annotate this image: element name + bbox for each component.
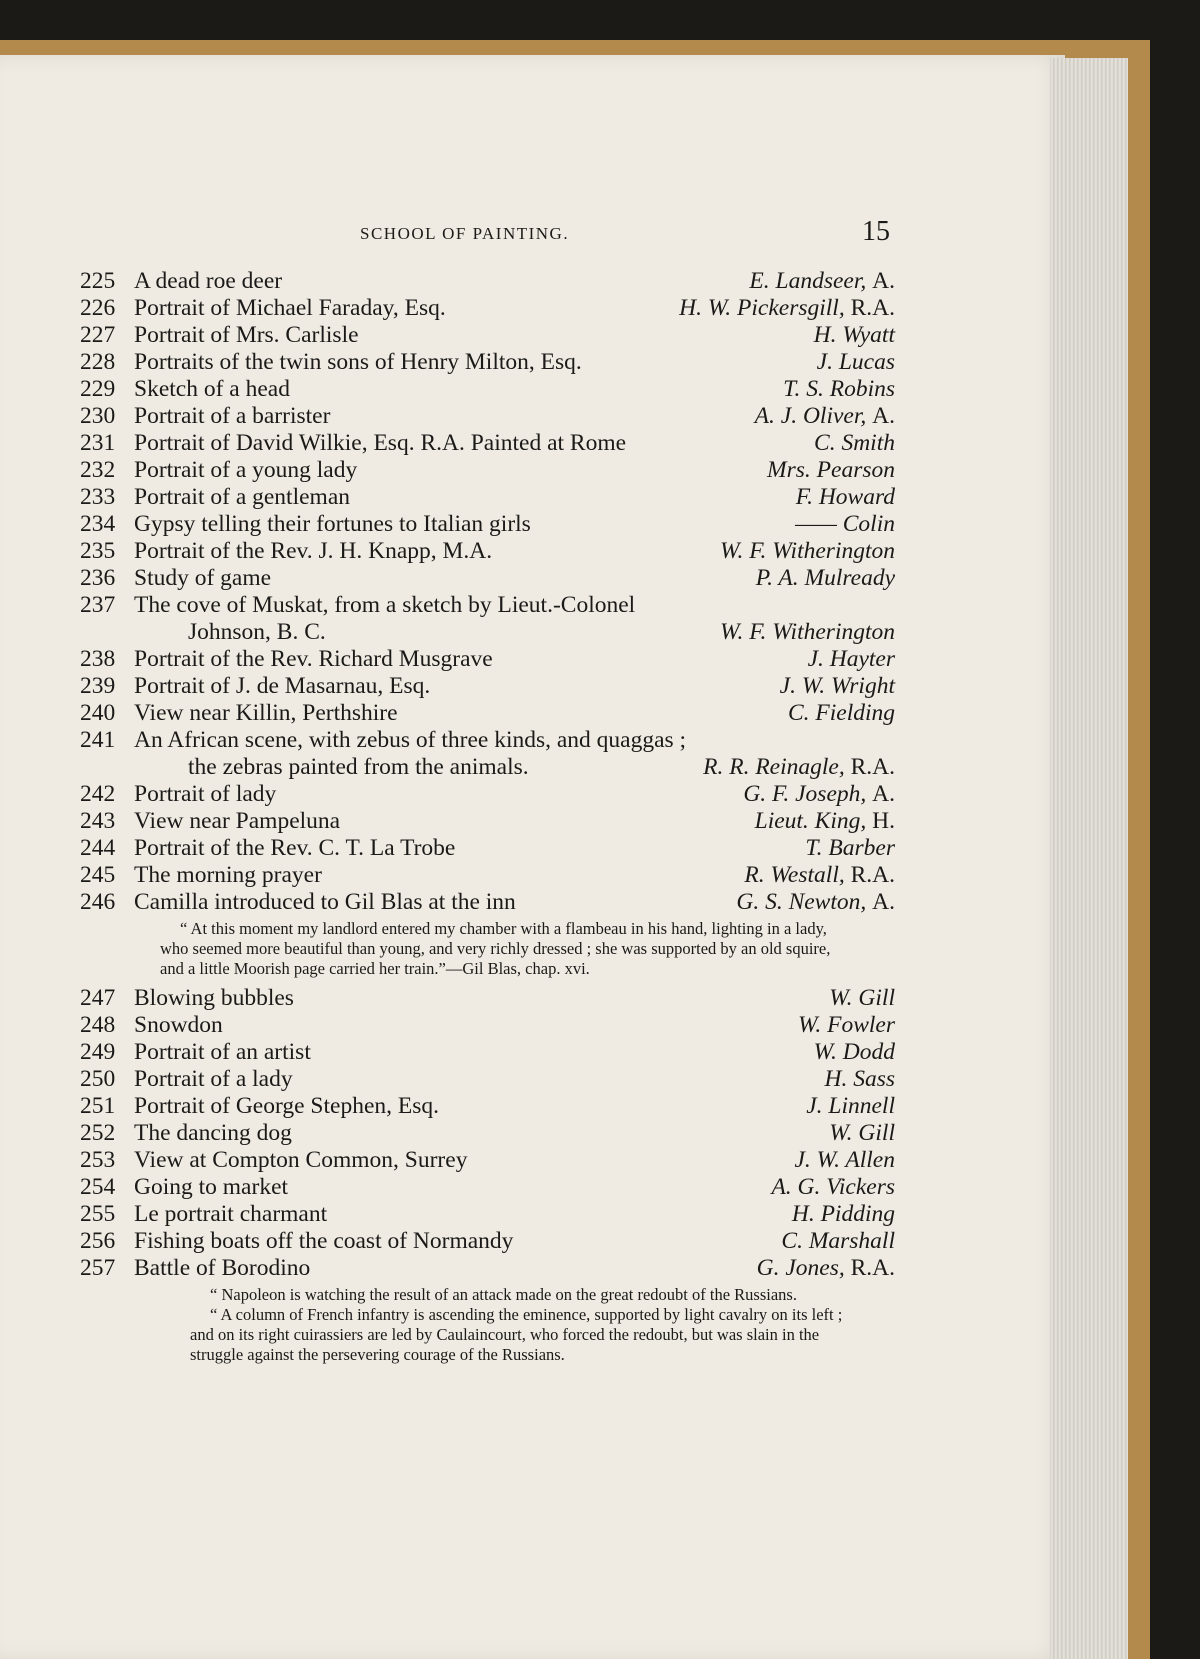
catalogue-entry bbox=[80, 862, 895, 889]
artist-name: J. W. Wright bbox=[779, 673, 895, 699]
artist-name: G. Jones, bbox=[756, 1255, 845, 1281]
artist-name: H. W. Pickersgill, bbox=[679, 295, 845, 321]
entry-number: 228 bbox=[80, 349, 116, 375]
entry-title: The dancing dog bbox=[134, 1120, 292, 1146]
artist-name: H. Pidding bbox=[791, 1201, 895, 1227]
catalogue-entry bbox=[80, 646, 895, 673]
catalogue-entry bbox=[80, 700, 895, 727]
entry-title: Portrait of Mrs. Carlisle bbox=[134, 322, 359, 348]
catalogue-entry bbox=[80, 1120, 895, 1147]
artist-name: A. J. Oliver, bbox=[754, 403, 867, 429]
artist-name: J. W. Allen bbox=[794, 1147, 895, 1173]
running-title: SCHOOL OF PAINTING. bbox=[360, 224, 570, 243]
catalogue-entry bbox=[80, 781, 895, 808]
entry-title: Portrait of Michael Faraday, Esq. bbox=[134, 295, 446, 321]
page-number: 15 bbox=[862, 216, 890, 247]
note-paragraph: “ A column of French infantry is ascending the eminence, supported by light cavalry on its left ; and on its right cuirassiers are led by Caulaincourt, who forced the redoubt, but was slain in the struggle against the persevering courage of the Russians. bbox=[190, 1305, 843, 1364]
entry-number: 253 bbox=[80, 1147, 116, 1173]
artist-name: J. Linnell bbox=[806, 1093, 895, 1119]
artist-name: R. Westall, bbox=[744, 862, 845, 888]
entry-title: View near Pampeluna bbox=[134, 808, 341, 834]
artist-name: W. Gill bbox=[829, 1120, 895, 1146]
entry-title: View near Killin, Perthshire bbox=[134, 700, 398, 726]
entry-artist bbox=[814, 322, 895, 349]
entry-number: 242 bbox=[80, 781, 116, 807]
catalogue-entry-continuation bbox=[80, 619, 895, 646]
entry-title: Camilla introduced to Gil Blas at the inn bbox=[134, 889, 516, 915]
artist-name: W. F. Witherington bbox=[720, 538, 895, 564]
artist-name: E. Landseer, bbox=[749, 268, 867, 294]
entry-number: 248 bbox=[80, 1012, 116, 1038]
artist-name: A. G. Vickers bbox=[771, 1174, 895, 1200]
entry-title: Portrait of a gentleman bbox=[134, 484, 350, 510]
entry-artist bbox=[783, 376, 895, 403]
entry-artist bbox=[805, 835, 895, 862]
artist-name: F. Howard bbox=[795, 484, 895, 510]
catalogue-entry bbox=[80, 889, 895, 916]
entry-number: 229 bbox=[80, 376, 116, 402]
catalogue-entry bbox=[80, 1012, 895, 1039]
entry-number: 235 bbox=[80, 538, 116, 564]
entry-artist bbox=[679, 295, 895, 322]
entry-title: Portrait of lady bbox=[134, 781, 277, 807]
entry-number: 256 bbox=[80, 1228, 116, 1254]
artist-name: W. Fowler bbox=[797, 1012, 895, 1038]
entry-artist bbox=[736, 889, 895, 916]
artist-name: G. S. Newton, bbox=[736, 889, 867, 915]
artist-name: C. Fielding bbox=[787, 700, 895, 726]
artist-suffix: R.A. bbox=[850, 295, 895, 321]
entry-artist bbox=[749, 268, 895, 295]
entry-number: 234 bbox=[80, 511, 116, 537]
entry-title: The morning prayer bbox=[134, 862, 322, 888]
entry-number: 251 bbox=[80, 1093, 116, 1119]
entry-title-continuation: the zebras painted from the animals. bbox=[188, 754, 529, 780]
entry-title: Le portrait charmant bbox=[134, 1201, 328, 1227]
entry-artist bbox=[794, 1147, 895, 1174]
entry-number: 230 bbox=[80, 403, 116, 429]
catalogue-entry-continuation bbox=[80, 754, 895, 781]
catalogue-entry bbox=[80, 1228, 895, 1255]
entry-title: View at Compton Common, Surrey bbox=[134, 1147, 468, 1173]
entry-title: Portrait of a barrister bbox=[134, 403, 331, 429]
entry-artist bbox=[788, 700, 895, 727]
entry-artist bbox=[824, 1066, 895, 1093]
entry-artist bbox=[743, 781, 895, 808]
catalogue-entry bbox=[80, 1255, 895, 1282]
entry-title: Portrait of the Rev. J. H. Knapp, M.A. bbox=[134, 538, 493, 564]
entry-artist bbox=[829, 1120, 895, 1147]
entry-number: 241 bbox=[80, 727, 116, 753]
entry-title: The cove of Muskat, from a sketch by Lieut.-Colonel bbox=[134, 592, 636, 618]
artist-name: Mrs. Pearson bbox=[767, 457, 895, 483]
catalogue-entry bbox=[80, 322, 895, 349]
entry-artist bbox=[771, 1174, 895, 1201]
entry-artist bbox=[767, 457, 895, 484]
entry-artist bbox=[814, 1039, 895, 1066]
artist-suffix: A. bbox=[872, 268, 895, 294]
entry-number: 226 bbox=[80, 295, 116, 321]
artist-name: T. S. Robins bbox=[783, 376, 895, 402]
entry-artist bbox=[755, 808, 895, 835]
entry-number: 244 bbox=[80, 835, 116, 861]
entry-number: 246 bbox=[80, 889, 116, 915]
entry-title: A dead roe deer bbox=[134, 268, 283, 294]
entry-title: Portrait of the Rev. Richard Musgrave bbox=[134, 646, 493, 672]
entry-number: 254 bbox=[80, 1174, 116, 1200]
entry-title: Portrait of the Rev. C. T. La Trobe bbox=[134, 835, 456, 861]
entry-artist bbox=[781, 1228, 895, 1255]
artist-name: R. R. Reinagle, bbox=[703, 754, 845, 780]
entry-artist bbox=[720, 538, 895, 565]
artist-name: P. A. Mulready bbox=[755, 565, 895, 591]
artist-name: W. Gill bbox=[829, 985, 895, 1011]
artist-suffix: H. bbox=[872, 808, 895, 834]
entry-number: 232 bbox=[80, 457, 116, 483]
entry-number: 237 bbox=[80, 592, 116, 618]
entry-title: Portrait of J. de Masarnau, Esq. bbox=[134, 673, 431, 699]
note-paragraph: “ Napoleon is watching the result of an attack made on the great redoubt of the Russians. bbox=[210, 1285, 797, 1304]
entry-artist bbox=[796, 484, 895, 511]
entry-number: 245 bbox=[80, 862, 116, 888]
entry-number: 243 bbox=[80, 808, 116, 834]
entry-artist bbox=[756, 565, 895, 592]
entry-number: 236 bbox=[80, 565, 116, 591]
entry-number: 240 bbox=[80, 700, 116, 726]
entry-title: Snowdon bbox=[134, 1012, 223, 1038]
catalogue-entry bbox=[80, 457, 895, 484]
catalogue-entry bbox=[80, 511, 895, 538]
catalogue-entry bbox=[80, 565, 895, 592]
entry-number: 238 bbox=[80, 646, 116, 672]
entry-artist bbox=[720, 619, 895, 646]
entry-title: Study of game bbox=[134, 565, 272, 591]
entry-artist bbox=[757, 1255, 895, 1282]
entry-title: Sketch of a head bbox=[134, 376, 290, 402]
artist-name: G. F. Joseph, bbox=[743, 781, 867, 807]
catalogue-entry bbox=[80, 1039, 895, 1066]
catalogue-entry bbox=[80, 592, 895, 619]
catalogue-note bbox=[160, 919, 840, 979]
entry-artist bbox=[755, 403, 895, 430]
catalogue-entry bbox=[80, 727, 895, 754]
artist-name: J. Lucas bbox=[816, 349, 895, 375]
catalogue-entry bbox=[80, 1201, 895, 1228]
entry-artist bbox=[792, 1201, 895, 1228]
artist-suffix: R.A. bbox=[850, 1255, 895, 1281]
entry-number: 247 bbox=[80, 985, 116, 1011]
catalogue-entry bbox=[80, 430, 895, 457]
entry-artist bbox=[814, 430, 895, 457]
entry-title: Gypsy telling their fortunes to Italian girls bbox=[134, 511, 531, 537]
catalogue-entry bbox=[80, 1147, 895, 1174]
entry-title: Portrait of a young lady bbox=[134, 457, 358, 483]
entry-title: Portrait of David Wilkie, Esq. R.A. Painted at Rome bbox=[134, 430, 627, 456]
entry-artist bbox=[798, 1012, 895, 1039]
entry-artist bbox=[806, 1093, 895, 1120]
entry-number: 250 bbox=[80, 1066, 116, 1092]
entry-artist bbox=[703, 754, 895, 781]
entry-title: Portrait of a lady bbox=[134, 1066, 293, 1092]
page-edges bbox=[1050, 58, 1128, 1659]
entry-artist bbox=[829, 985, 895, 1012]
artist-name: C. Smith bbox=[814, 430, 895, 456]
entry-number: 257 bbox=[80, 1255, 116, 1281]
catalogue-entry bbox=[80, 1093, 895, 1120]
catalogue-entry bbox=[80, 484, 895, 511]
artist-name: T. Barber bbox=[805, 835, 895, 861]
catalogue-entry bbox=[80, 1066, 895, 1093]
entry-number: 231 bbox=[80, 430, 116, 456]
artist-name: J. Hayter bbox=[807, 646, 895, 672]
catalogue-entry bbox=[80, 403, 895, 430]
artist-name: C. Marshall bbox=[781, 1228, 895, 1254]
entry-title: Portrait of George Stephen, Esq. bbox=[134, 1093, 440, 1119]
entry-title: Portrait of an artist bbox=[134, 1039, 311, 1065]
entry-title: Going to market bbox=[134, 1174, 289, 1200]
catalogue-entry bbox=[80, 835, 895, 862]
running-head bbox=[0, 216, 890, 252]
entry-number: 252 bbox=[80, 1120, 116, 1146]
entry-number: 249 bbox=[80, 1039, 116, 1065]
artist-name: W. F. Witherington bbox=[720, 619, 895, 645]
artist-name: W. Dodd bbox=[813, 1039, 895, 1065]
catalogue-entry bbox=[80, 268, 895, 295]
entry-title: Battle of Borodino bbox=[134, 1255, 311, 1281]
entry-title: Blowing bubbles bbox=[134, 985, 294, 1011]
catalogue-entry bbox=[80, 1174, 895, 1201]
entry-artist bbox=[795, 511, 895, 538]
entry-title: Fishing boats off the coast of Normandy bbox=[134, 1228, 514, 1254]
entry-number: 227 bbox=[80, 322, 116, 348]
entry-artist bbox=[780, 673, 895, 700]
entry-number: 239 bbox=[80, 673, 116, 699]
catalogue-entry bbox=[80, 349, 895, 376]
catalogue-entry bbox=[80, 376, 895, 403]
entry-artist bbox=[817, 349, 895, 376]
artist-suffix: A. bbox=[872, 403, 895, 429]
artist-name: H. Wyatt bbox=[813, 322, 895, 348]
artist-name: Lieut. King, bbox=[754, 808, 867, 834]
entry-number: 233 bbox=[80, 484, 116, 510]
catalogue-note bbox=[190, 1285, 850, 1365]
artist-name: —— Colin bbox=[795, 511, 895, 537]
note-paragraph: “ At this moment my landlord entered my chamber with a flambeau in his hand, lighting in a lady, who seemed more beautiful than young, and very richly dressed ; she was supported by an old squire, and a little Moorish page carried her train.”—Gil Blas, chap. xvi. bbox=[160, 919, 831, 978]
artist-name: H. Sass bbox=[824, 1066, 895, 1092]
catalogue-entry bbox=[80, 808, 895, 835]
entry-number: 225 bbox=[80, 268, 116, 294]
entry-artist bbox=[808, 646, 895, 673]
artist-suffix: A. bbox=[872, 781, 895, 807]
catalogue-entry bbox=[80, 538, 895, 565]
catalogue-entry bbox=[80, 985, 895, 1012]
catalogue-entries bbox=[80, 268, 895, 1371]
catalogue-entry bbox=[80, 673, 895, 700]
entry-title-continuation: Johnson, B. C. bbox=[188, 619, 326, 645]
entry-title: An African scene, with zebus of three kinds, and quaggas ; bbox=[134, 727, 687, 753]
catalogue-entry bbox=[80, 295, 895, 322]
entry-title: Portraits of the twin sons of Henry Milton, Esq. bbox=[134, 349, 582, 375]
artist-suffix: R.A. bbox=[850, 754, 895, 780]
entry-artist bbox=[744, 862, 895, 889]
artist-suffix: R.A. bbox=[850, 862, 895, 888]
artist-suffix: A. bbox=[872, 889, 895, 915]
entry-number: 255 bbox=[80, 1201, 116, 1227]
